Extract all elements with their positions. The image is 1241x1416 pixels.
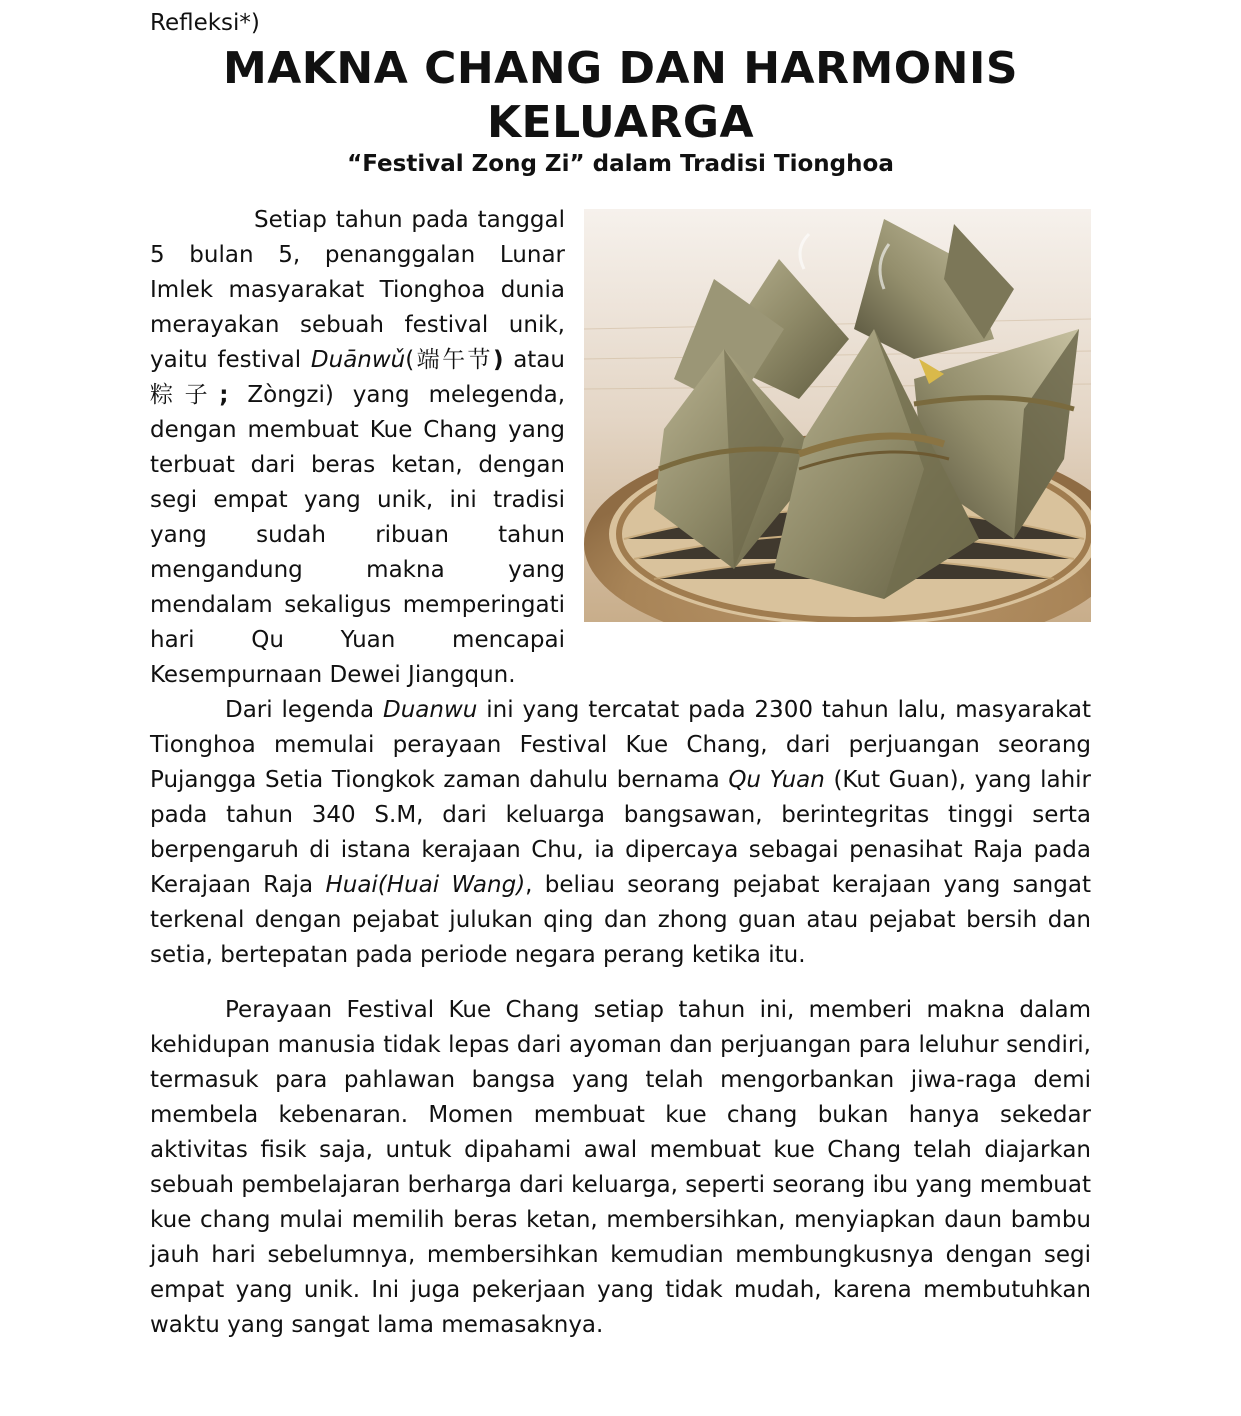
page-title: MAKNA CHANG DAN HARMONIS KELUARGA bbox=[222, 43, 1019, 148]
article-body bbox=[150, 203, 1091, 1343]
paragraph-1-text-b: (端午节 bbox=[405, 347, 493, 373]
paragraph-2 bbox=[150, 693, 1091, 973]
paragraph-1-bold-semicolon: ; bbox=[219, 382, 229, 408]
paragraph-1-text-a: Setiap tahun pada tanggal 5 bulan 5, penanggalan Lunar Imlek masyarakat Tionghoa dunia merayakan sebuah festival unik, yaitu festival bbox=[150, 207, 565, 373]
zongzi-image-icon bbox=[584, 209, 1091, 622]
paragraph-2-text-d: , beliau seorang pejabat kerajaan yang sangat terkenal dengan pejabat julukan qing dan zhong guan atau pejabat bersih dan setia, bertepatan pada periode negara perang ketika itu. bbox=[150, 872, 1091, 968]
paragraph-2-text-c: (Kut Guan), yang lahir pada tahun 340 S.M, dari keluarga bangsawan, berintegritas tinggi serta berpengaruh di istana kerajaan Chu, ia dipercaya sebagai penasihat Raja pada Kerajaan Raja bbox=[150, 767, 1091, 898]
zongzi-photo bbox=[584, 209, 1091, 622]
paragraph-2-italic-duanwu: Duanwu bbox=[383, 697, 478, 723]
paragraph-2-text-a: Dari legenda bbox=[225, 697, 383, 723]
paragraph-1-italic-duanwu: Duānwǔ bbox=[310, 347, 406, 373]
paragraph-2-italic-huai: Huai(Huai Wang) bbox=[325, 872, 526, 898]
section-label: Refleksi*) bbox=[150, 10, 260, 36]
paragraph-1-bold-paren: ) bbox=[492, 347, 504, 373]
paragraph-1-text-d: Zòngzi) yang melegenda, dengan membuat Kue Chang yang terbuat dari beras ketan, dengan segi empat yang unik, ini tradisi yang sudah ribuan tahun mengandung makna yang mendalam sekaligus memperingati hari Qu Yuan mencapai Kesempurnaan Dewei Jiangqun. bbox=[150, 382, 566, 688]
paragraph-2-text-b: ini yang tercatat pada 2300 tahun lalu, masyarakat Tionghoa memulai perayaan Festival Kue Chang, dari perjuangan seorang Pujangga Setia Tiongkok zaman dahulu bernama bbox=[150, 697, 1091, 793]
paragraph-3: Perayaan Festival Kue Chang setiap tahun ini, memberi makna dalam kehidupan manusia tidak lepas dari ayoman dan perjuangan para leluhur sendiri, termasuk para pahlawan bangsa yang telah mengorbankan jiwa-raga demi membela kebenaran. Momen membuat kue chang bukan hanya sekedar aktivitas fisik saja, untuk dipahami awal membuat kue Chang telah diajarkan sebuah pembelajaran berharga dari keluarga, seperti seorang ibu yang membuat kue chang mulai memilih beras ketan, membersihkan, menyiapkan daun bambu jauh hari sebelumnya, membersihkan kemudian membungkusnya dengan segi empat yang unik. Ini juga pekerjaan yang tidak mudah, karena membutuhkan waktu yang sangat lama memasaknya. bbox=[150, 997, 1091, 1338]
page-subtitle: “Festival Zong Zi” dalam Tradisi Tionghoa bbox=[347, 151, 894, 177]
paragraph-1-text-c: atau 粽子 bbox=[150, 347, 565, 408]
paragraph-2-italic-quyuan: Qu Yuan bbox=[728, 767, 825, 793]
paragraph-spacer bbox=[150, 973, 1091, 993]
